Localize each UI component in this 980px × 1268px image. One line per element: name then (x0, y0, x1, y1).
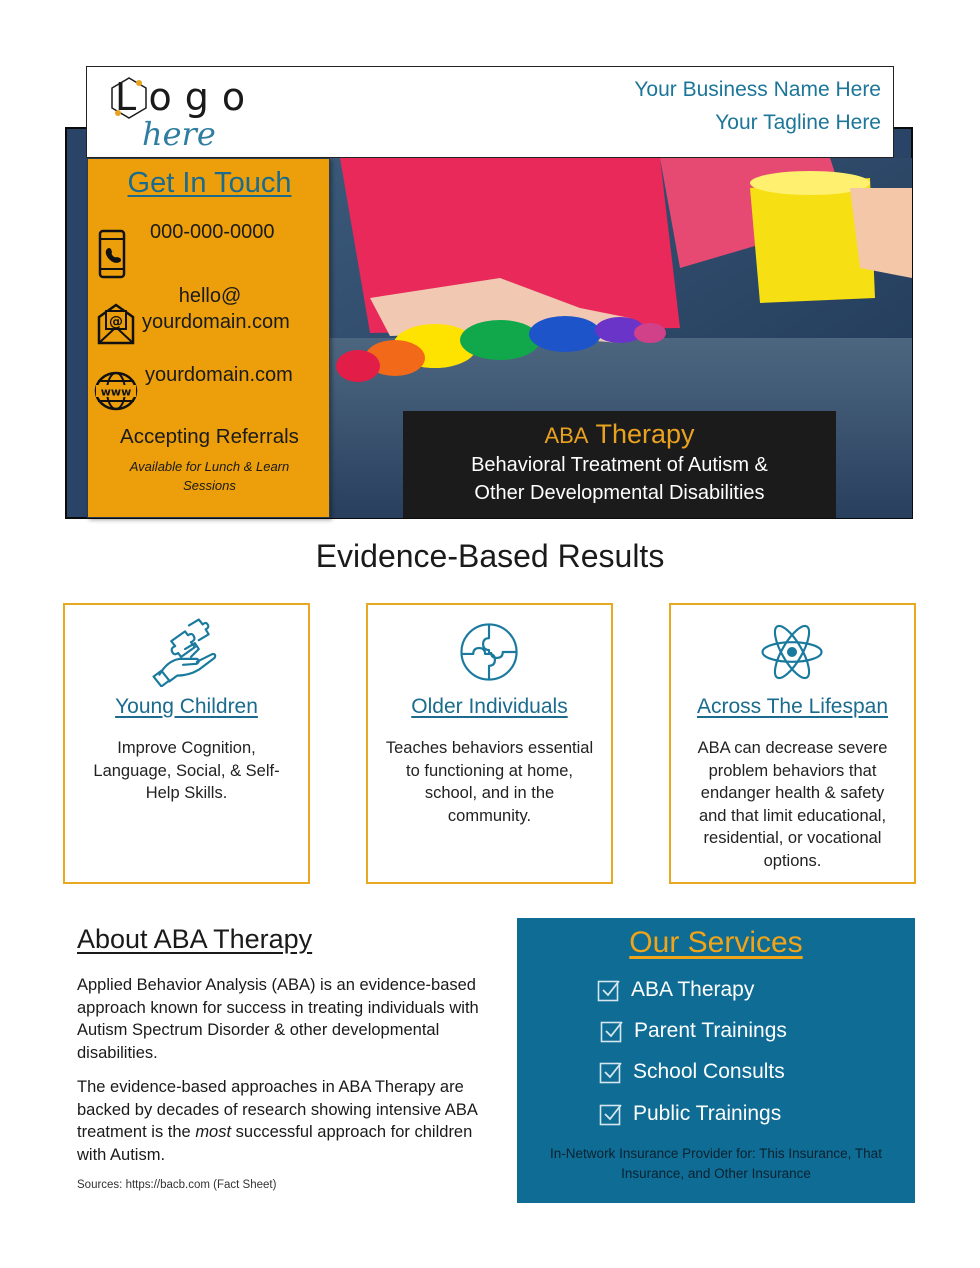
contact-panel (87, 158, 330, 518)
about-p2-text: The evidence-based approaches in ABA Therapy are backed by decades of research showing intensive ABA treatment is the (77, 1078, 477, 1141)
business-tagline: Your Tagline Here (715, 111, 881, 134)
svg-text:@: @ (109, 314, 123, 330)
caption-title-small: ABA (544, 423, 589, 448)
card-body: Teaches behaviors essential to functioning at home, school, and in the community. (385, 739, 594, 825)
caption-subtitle-line2: Other Developmental Disabilities (474, 482, 765, 504)
contact-website[interactable]: yourdomain.com (145, 364, 293, 386)
logo-word: Logo (115, 75, 259, 119)
caption-title-large: Therapy (595, 419, 695, 449)
referrals-heading: Accepting Referrals (120, 425, 299, 448)
caption-subtitle-line1: Behavioral Treatment of Autism & (471, 454, 768, 476)
about-paragraph-2 (77, 1076, 497, 1166)
atom-icon (671, 617, 914, 687)
contact-phone[interactable]: 000-000-0000 (150, 221, 275, 243)
services-title: Our Services (629, 926, 803, 959)
about-p2-text-end: successful approach for children with Autism. (77, 1123, 473, 1164)
service-item (599, 1102, 781, 1126)
puzzle-circle-icon (368, 617, 611, 687)
service-item (597, 978, 754, 1002)
checkbox-checked-icon (599, 1060, 623, 1084)
referrals-note: Available for Lunch & Learn Sessions (129, 459, 290, 493)
result-card-young-children (63, 603, 310, 884)
services-panel (517, 918, 915, 1203)
globe-www-icon (94, 371, 138, 411)
header-card (86, 66, 894, 158)
card-title: Across The Lifespan (696, 695, 889, 718)
therapy-caption (403, 411, 836, 518)
card-body: Improve Cognition, Language, Social, & Self-Help Skills. (93, 739, 280, 802)
checkbox-checked-icon (599, 1102, 623, 1126)
about-paragraph-1: Applied Behavior Analysis (ABA) is an evidence-based approach known for success in treating individuals with Autism Spectrum Disorder & other developmental disabilities. (77, 976, 479, 1062)
service-label: Parent Trainings (634, 1019, 787, 1042)
service-label: Public Trainings (633, 1102, 782, 1125)
service-item (600, 1019, 787, 1043)
service-label: School Consults (633, 1060, 785, 1083)
sources-note: Sources: https://bacb.com (Fact Sheet) (77, 1179, 277, 1191)
result-card-older-individuals (366, 603, 613, 884)
about-title: About ABA Therapy (77, 924, 313, 954)
contact-email-line1[interactable]: hello@ (178, 285, 242, 307)
checkbox-checked-icon (597, 978, 621, 1002)
card-title: Young Children (115, 695, 258, 718)
contact-email-line2[interactable]: yourdomain.com (142, 311, 290, 333)
service-item (599, 1060, 785, 1084)
caption-title (403, 419, 836, 450)
email-icon (96, 299, 136, 345)
card-body: ABA can decrease severe problem behaviors that endanger health & safety and that limit educational, residential, or vocational options. (697, 739, 888, 870)
phone-icon (94, 229, 130, 279)
card-title: Older Individuals (411, 695, 568, 718)
service-label: ABA Therapy (631, 978, 755, 1001)
business-name: Your Business Name Here (634, 78, 881, 101)
insurance-note: In-Network Insurance Provider for: This Insurance, That Insurance, and Other Insurance (550, 1146, 882, 1181)
about-p2-emphasis: most (195, 1123, 232, 1141)
results-title: Evidence-Based Results (315, 538, 665, 574)
svg-text:www: www (100, 385, 132, 399)
puzzle-hand-icon (65, 617, 308, 687)
checkbox-checked-icon (600, 1019, 624, 1043)
result-card-across-lifespan (669, 603, 916, 884)
logo-subscript: here (142, 115, 216, 153)
contact-title: Get In Touch (127, 167, 292, 199)
